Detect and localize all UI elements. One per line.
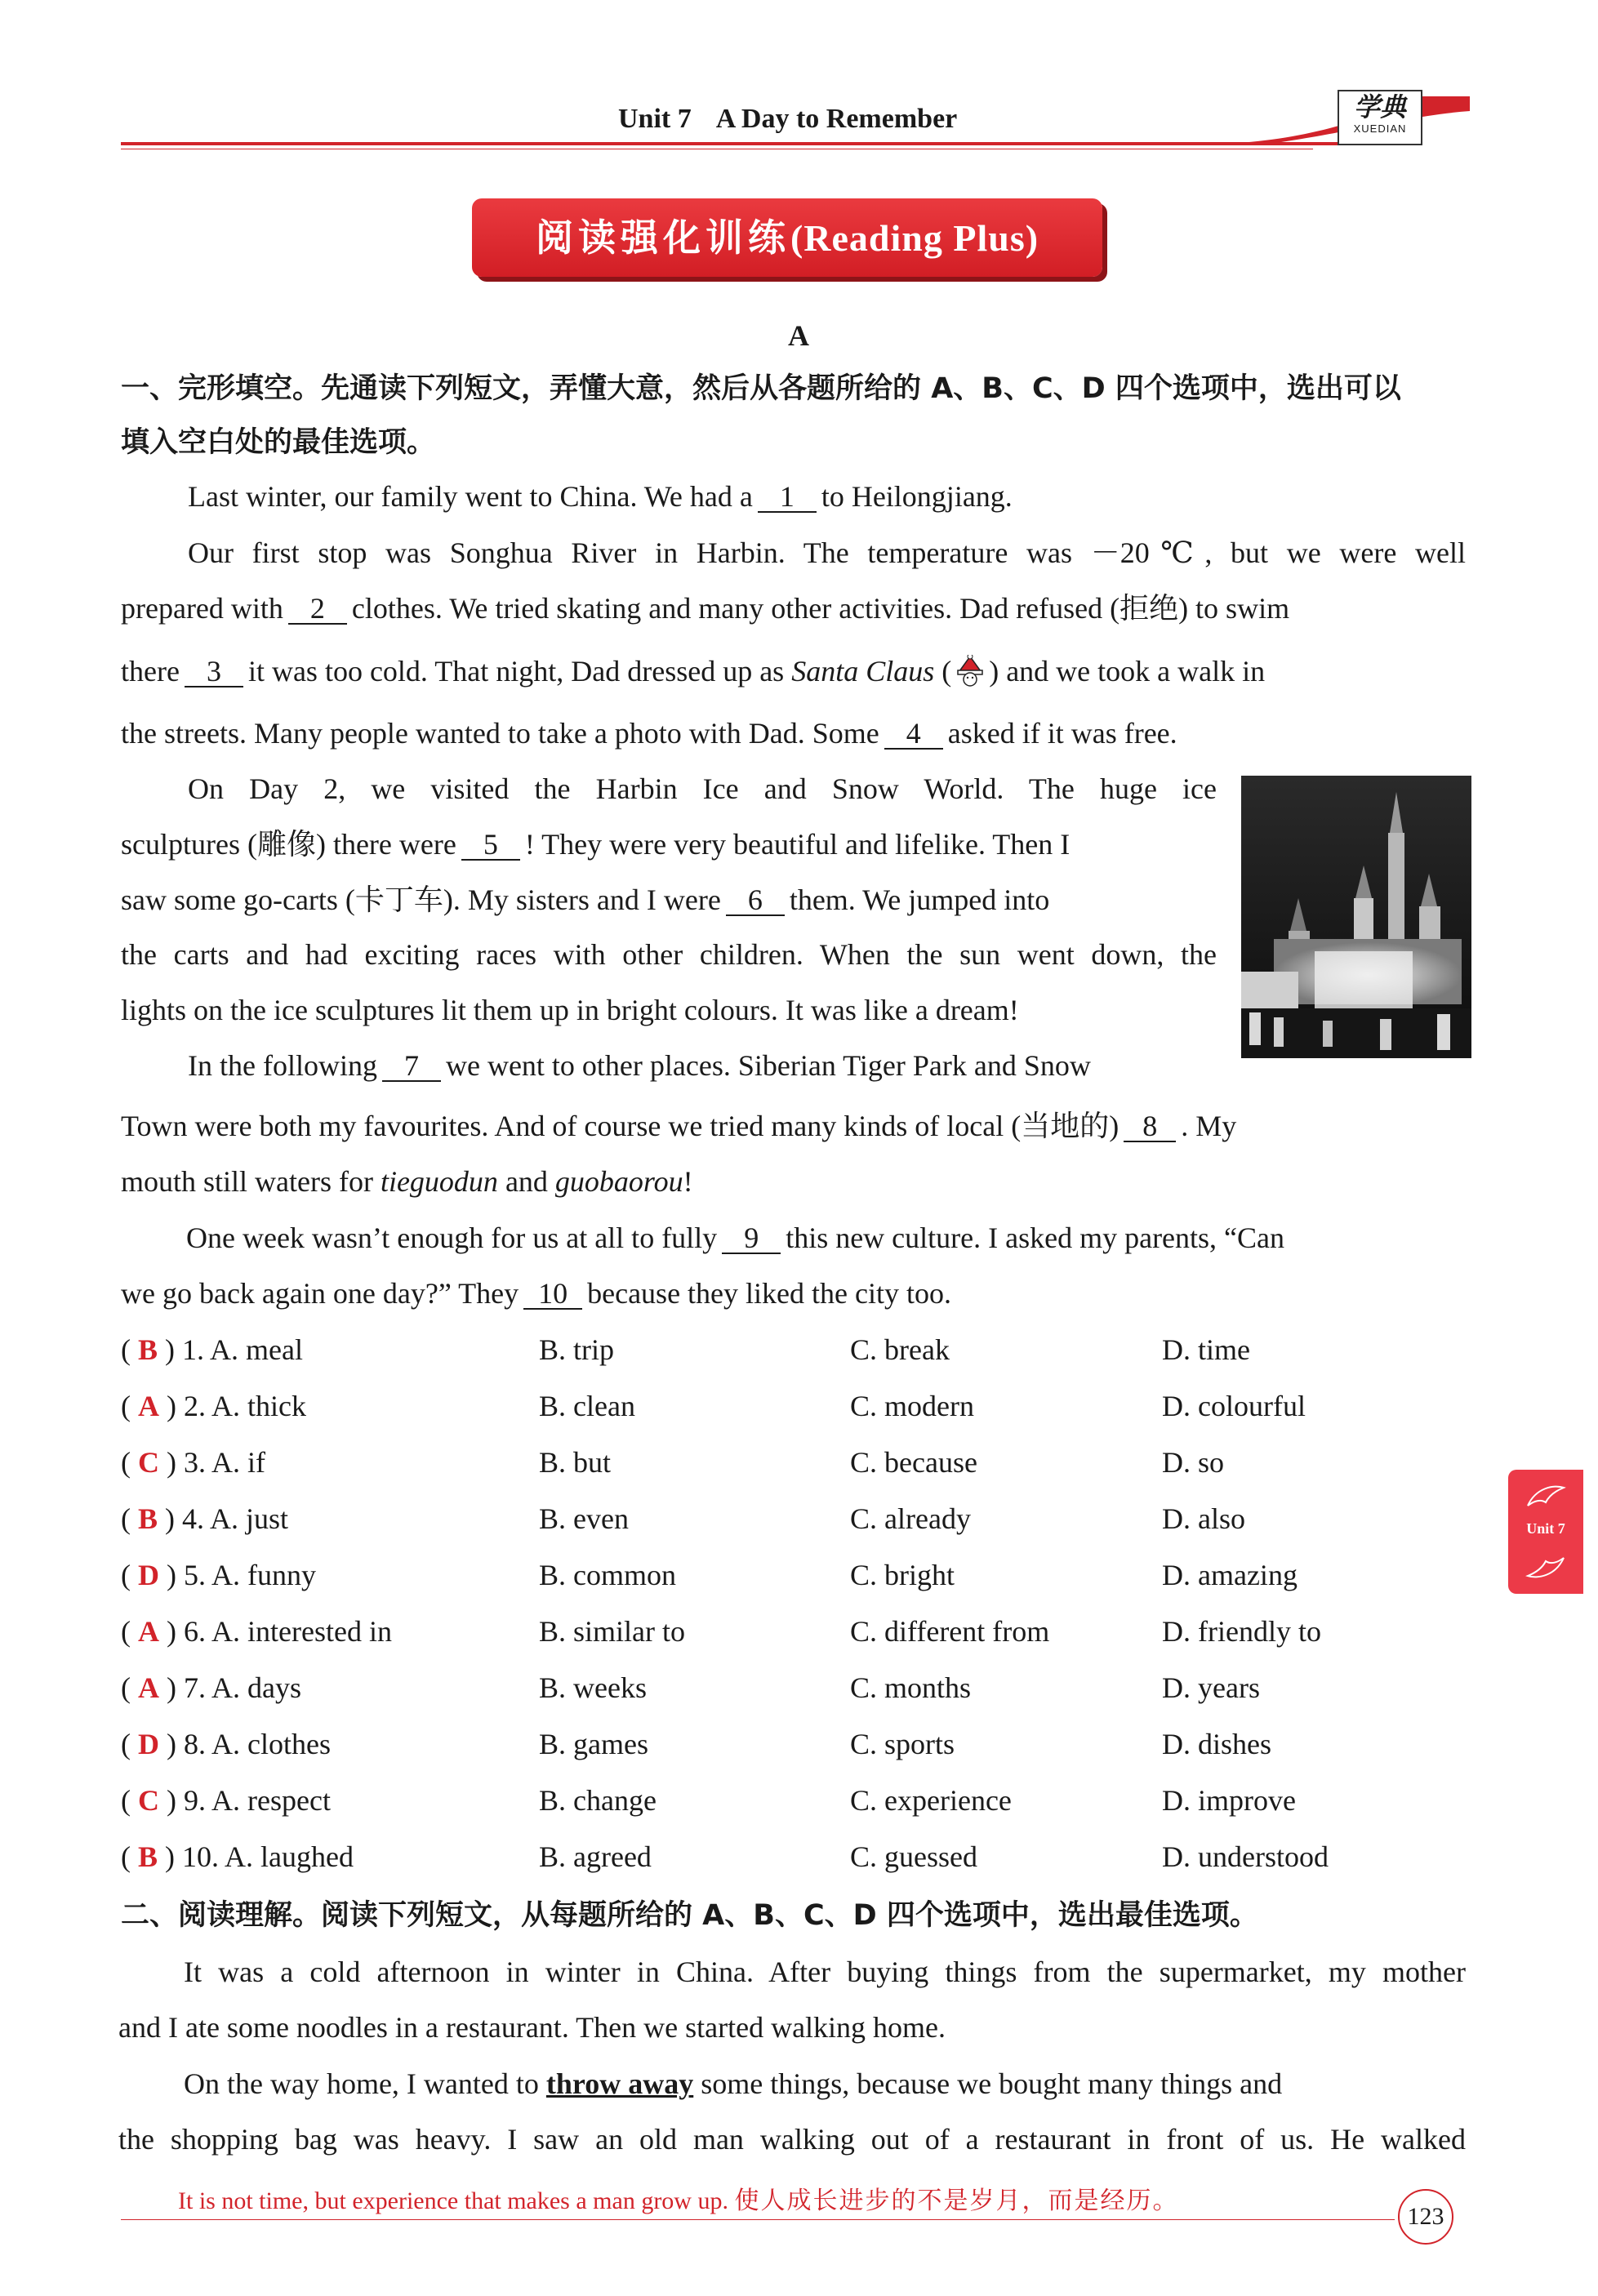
banner-title-cn: 阅读强化训练 bbox=[535, 216, 790, 260]
brand-logo-cn: 学典 bbox=[1353, 91, 1406, 122]
answer-slot: ( B ) 10. A. laughed bbox=[121, 1840, 354, 1873]
question-number: 10. bbox=[182, 1840, 220, 1873]
passage-line: the shopping bag was heavy. I saw an old man walking out of a restaurant in front of us. He walked bbox=[118, 2123, 1466, 2156]
passage-text: some things, because we bought many things and bbox=[701, 2067, 1283, 2100]
answer-letter: B bbox=[138, 1333, 158, 1366]
passage-line bbox=[121, 882, 1049, 918]
passage-text: sculptures (雕像) there were bbox=[121, 828, 456, 861]
answer-slot: ( D ) 8. A. clothes bbox=[121, 1728, 331, 1760]
blank-1: 1 bbox=[758, 482, 817, 513]
passage-text: the streets. Many people wanted to take a photo with Dad. Some bbox=[121, 717, 879, 750]
blank-3: 3 bbox=[185, 656, 243, 687]
question-number: 8. bbox=[184, 1728, 206, 1760]
option-b: B. but bbox=[539, 1446, 612, 1479]
option-a: A. if bbox=[211, 1446, 266, 1479]
question-number: 9. bbox=[184, 1784, 206, 1817]
passage-line: lights on the ice sculptures lit them up in bright colours. It was like a dream! bbox=[121, 994, 1019, 1026]
blank-5: 5 bbox=[461, 830, 520, 861]
blank-7: 7 bbox=[382, 1051, 441, 1082]
passage-line bbox=[121, 1108, 1236, 1144]
option-b: B. trip bbox=[539, 1333, 615, 1366]
answer-slot: ( B ) 1. A. meal bbox=[121, 1333, 303, 1366]
option-c: C. different from bbox=[850, 1615, 1050, 1648]
section-letter: A bbox=[788, 319, 809, 352]
passage-text: ! They were very beautiful and lifelike. Then I bbox=[524, 828, 1071, 861]
answer-letter: B bbox=[138, 1502, 158, 1535]
answer-letter: B bbox=[138, 1840, 158, 1873]
option-d: D. amazing bbox=[1162, 1559, 1298, 1591]
option-b: B. weeks bbox=[539, 1671, 647, 1704]
passage-line bbox=[121, 715, 1177, 751]
passage-line: and I ate some noodles in a restaurant. Then we started walking home. bbox=[118, 2011, 946, 2044]
wing-icon bbox=[1525, 1481, 1567, 1514]
option-d: D. time bbox=[1162, 1333, 1250, 1366]
option-b: B. even bbox=[539, 1502, 629, 1535]
passage-text: Last winter, our family went to China. We had a bbox=[188, 480, 753, 513]
option-c: C. months bbox=[850, 1671, 972, 1704]
question-row bbox=[121, 1614, 1476, 1655]
blank-8: 8 bbox=[1124, 1111, 1176, 1142]
cloze-instruction-line2: 填入空白处的最佳选项。 bbox=[121, 426, 436, 459]
question-number: 2. bbox=[184, 1390, 206, 1422]
unit-side-tab bbox=[1508, 1470, 1583, 1594]
wing-icon bbox=[1525, 1550, 1567, 1582]
passage-line bbox=[121, 1275, 951, 1311]
option-b: B. agreed bbox=[539, 1840, 652, 1873]
page-header-title bbox=[618, 104, 957, 135]
question-row bbox=[121, 1840, 1476, 1880]
answer-letter: A bbox=[138, 1390, 159, 1422]
passage-line bbox=[184, 2066, 1282, 2102]
passage-text: we went to other places. Siberian Tiger Park and Snow bbox=[445, 1049, 1091, 1082]
option-a: A. funny bbox=[211, 1559, 317, 1591]
option-a: A. just bbox=[210, 1502, 289, 1535]
brand-logo bbox=[1338, 90, 1422, 145]
passage-text: Town were both my favourites. And of course we tried many kinds of local (当地的) bbox=[121, 1110, 1119, 1142]
option-a: A. respect bbox=[211, 1784, 331, 1817]
underlined-phrase: throw away bbox=[545, 2067, 694, 2100]
passage-text: prepared with bbox=[121, 592, 283, 625]
passage-text: . My bbox=[1181, 1110, 1237, 1142]
question-row bbox=[121, 1333, 1476, 1373]
passage-text: saw some go-carts (卡丁车). My sisters and I were bbox=[121, 883, 721, 916]
answer-slot: ( A ) 6. A. interested in bbox=[121, 1615, 392, 1648]
option-d: D. colourful bbox=[1162, 1390, 1306, 1422]
question-number: 1. bbox=[182, 1333, 205, 1366]
quote-english: It is not time, but experience that makes a man grow up. bbox=[178, 2187, 728, 2214]
passage-line: It was a cold afternoon in winter in China. After buying things from the supermarket, my mother bbox=[184, 1956, 1466, 1988]
option-a: A. interested in bbox=[211, 1615, 392, 1648]
quote-chinese: 使人成长进步的不是岁月，而是经历。 bbox=[734, 2187, 1179, 2215]
question-number: 5. bbox=[184, 1559, 206, 1591]
option-b: B. common bbox=[539, 1559, 676, 1591]
option-a: A. thick bbox=[211, 1390, 306, 1422]
answer-slot: ( A ) 2. A. thick bbox=[121, 1390, 306, 1422]
option-b: B. change bbox=[539, 1784, 657, 1817]
unit-title: A Day to Remember bbox=[715, 104, 958, 134]
question-row bbox=[121, 1727, 1476, 1768]
cloze-instruction-line1: 一、完形填空。先通读下列短文，弄懂大意，然后从各题所给的 A、B、C、D 四个选项中，选出可以 bbox=[121, 372, 1401, 405]
question-row bbox=[121, 1502, 1476, 1542]
question-row bbox=[121, 1558, 1476, 1599]
option-c: C. modern bbox=[850, 1390, 974, 1422]
footer-rule bbox=[121, 2219, 1395, 2220]
option-c: C. break bbox=[850, 1333, 950, 1366]
ice-castle-photo bbox=[1241, 776, 1471, 1058]
answer-letter: A bbox=[138, 1615, 159, 1648]
question-row bbox=[121, 1671, 1476, 1711]
passage-text: In the following bbox=[188, 1049, 377, 1082]
passage-line bbox=[188, 1048, 1091, 1083]
reading-instruction: 二、阅读理解。阅读下列短文，从每题所给的 A、B、C、D 四个选项中，选出最佳选项。 bbox=[121, 1899, 1258, 1932]
question-number: 3. bbox=[184, 1446, 206, 1479]
answer-letter: A bbox=[138, 1671, 159, 1704]
option-d: D. so bbox=[1162, 1446, 1225, 1479]
question-row bbox=[121, 1783, 1476, 1824]
passage-line bbox=[188, 478, 1013, 514]
banner-title-en: (Reading Plus) bbox=[790, 217, 1039, 259]
santa-claus-text: Santa Claus bbox=[791, 655, 935, 687]
option-c: C. because bbox=[850, 1446, 977, 1479]
passage-text: and bbox=[505, 1165, 548, 1198]
option-d: D. years bbox=[1162, 1671, 1260, 1704]
passage-line bbox=[121, 1164, 693, 1199]
question-number: 7. bbox=[184, 1671, 206, 1704]
section-banner bbox=[472, 198, 1107, 283]
paren-open: ( bbox=[941, 655, 952, 687]
passage-line bbox=[121, 653, 1265, 689]
answer-slot: ( C ) 3. A. if bbox=[121, 1446, 266, 1479]
answer-slot: ( D ) 5. A. funny bbox=[121, 1559, 317, 1591]
food-name: guobaorou bbox=[554, 1165, 683, 1198]
food-name: tieguodun bbox=[380, 1165, 498, 1198]
option-c: C. sports bbox=[850, 1728, 955, 1760]
option-d: D. improve bbox=[1162, 1784, 1296, 1817]
passage-text: ! bbox=[683, 1165, 693, 1198]
blank-9: 9 bbox=[722, 1223, 781, 1254]
passage-text: because they liked the city too. bbox=[587, 1277, 951, 1310]
blank-4: 4 bbox=[884, 719, 943, 750]
brand-logo-en: XUEDIAN bbox=[1353, 122, 1407, 135]
unit-label: Unit 7 bbox=[618, 104, 692, 134]
banner-title bbox=[472, 198, 1102, 277]
passage-line bbox=[186, 1220, 1284, 1256]
passage-text: One week wasn’t enough for us at all to fully bbox=[186, 1221, 718, 1254]
option-a: A. meal bbox=[210, 1333, 303, 1366]
page-number: 123 bbox=[1398, 2189, 1453, 2245]
option-d: D. also bbox=[1162, 1502, 1245, 1535]
question-row bbox=[121, 1389, 1476, 1430]
passage-line: Our first stop was Songhua River in Harbin. The temperature was －20℃, but we were well bbox=[188, 536, 1466, 569]
option-d: D. dishes bbox=[1162, 1728, 1271, 1760]
option-b: B. similar to bbox=[539, 1615, 685, 1648]
answer-letter: C bbox=[138, 1784, 159, 1817]
passage-line bbox=[121, 826, 1070, 862]
option-b: B. games bbox=[539, 1728, 648, 1760]
side-tab-label: Unit 7 bbox=[1526, 1520, 1565, 1537]
passage-text: clothes. We tried skating and many other activities. Dad refused (拒绝) to swim bbox=[351, 592, 1290, 625]
santa-claus-icon bbox=[951, 655, 989, 687]
option-c: C. experience bbox=[850, 1784, 1012, 1817]
passage-text: there bbox=[121, 655, 180, 687]
footer-quote bbox=[178, 2180, 1178, 2216]
passage-text: this new culture. I asked my parents, “Can bbox=[786, 1221, 1285, 1254]
option-d: D. understood bbox=[1162, 1840, 1329, 1873]
option-d: D. friendly to bbox=[1162, 1615, 1321, 1648]
blank-2: 2 bbox=[288, 594, 347, 625]
passage-text: mouth still waters for bbox=[121, 1165, 373, 1198]
passage-text: we go back again one day?” They bbox=[121, 1277, 519, 1310]
passage-line: On Day 2, we visited the Harbin Ice and Snow World. The huge ice bbox=[188, 772, 1217, 805]
answer-letter: D bbox=[138, 1559, 159, 1591]
answer-slot: ( A ) 7. A. days bbox=[121, 1671, 302, 1704]
option-c: C. bright bbox=[850, 1559, 955, 1591]
option-c: C. already bbox=[850, 1502, 971, 1535]
blank-6: 6 bbox=[726, 885, 785, 916]
passage-text: them. We jumped into bbox=[789, 883, 1050, 916]
option-b: B. clean bbox=[539, 1390, 635, 1422]
header-rule bbox=[121, 142, 1378, 145]
question-number: 6. bbox=[184, 1615, 206, 1648]
passage-text: to Heilongjiang. bbox=[821, 480, 1013, 513]
question-number: 4. bbox=[182, 1502, 205, 1535]
option-c: C. guessed bbox=[850, 1840, 977, 1873]
option-a: A. laughed bbox=[225, 1840, 354, 1873]
option-a: A. clothes bbox=[211, 1728, 331, 1760]
answer-slot: ( C ) 9. A. respect bbox=[121, 1784, 331, 1817]
passage-text: On the way home, I wanted to bbox=[184, 2067, 539, 2100]
option-a: A. days bbox=[211, 1671, 302, 1704]
answer-slot: ( B ) 4. A. just bbox=[121, 1502, 289, 1535]
passage-text: it was too cold. That night, Dad dressed up as bbox=[247, 655, 785, 687]
answer-letter: D bbox=[138, 1728, 159, 1760]
question-row bbox=[121, 1445, 1476, 1486]
passage-line: the carts and had exciting races with other children. When the sun went down, the bbox=[121, 938, 1217, 971]
answer-letter: C bbox=[138, 1446, 159, 1479]
passage-line bbox=[121, 590, 1289, 626]
passage-text: ) and we took a walk in bbox=[989, 655, 1266, 687]
blank-10: 10 bbox=[523, 1279, 582, 1310]
passage-text: asked if it was free. bbox=[947, 717, 1177, 750]
